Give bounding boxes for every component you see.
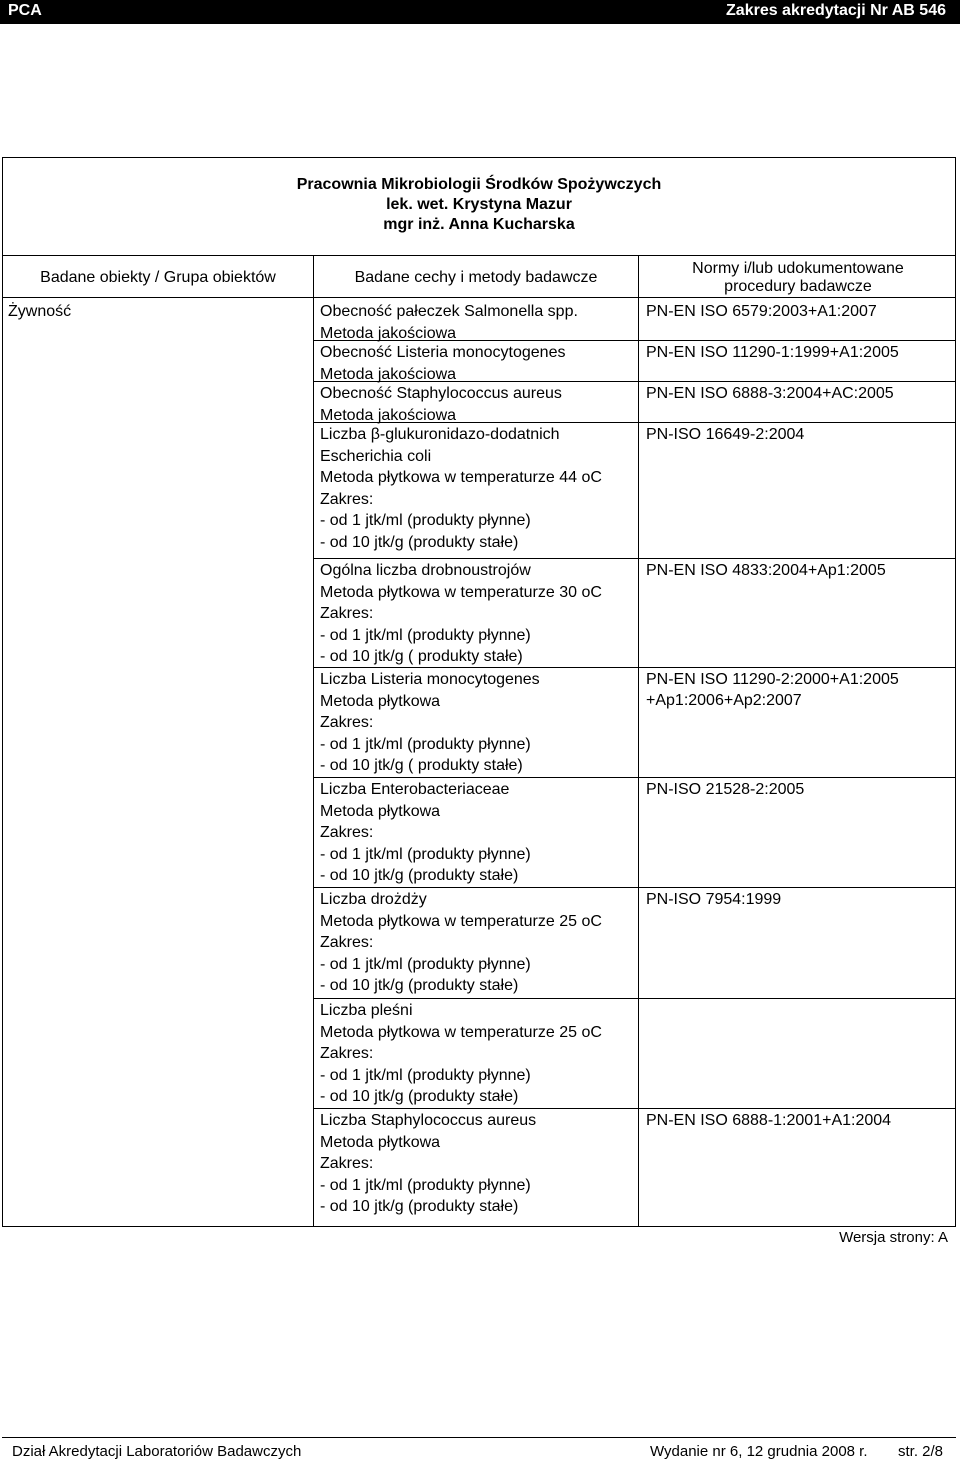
norm-line: +Ap1:2006+Ap2:2007 — [646, 692, 802, 709]
table-top-line — [2, 255, 956, 256]
footer-department: Dział Akredytacji Laboratoriów Badawczych — [12, 1443, 302, 1460]
method-cell — [320, 779, 531, 887]
norm-cell — [646, 1110, 891, 1131]
norm-cell — [646, 383, 894, 404]
method-line: - od 1 jtk/ml (produkty płynne) — [320, 1176, 531, 1194]
method-line: Liczba β-glukuronidazo-dodatnich — [320, 426, 560, 443]
method-line: Liczba Staphylococcus aureus — [320, 1112, 537, 1129]
method-cell — [320, 669, 540, 777]
col-header-norms-line2: procedury badawcze — [724, 278, 872, 295]
method-line: - od 10 jtk/g (produkty stałe) — [320, 533, 519, 551]
norm-line: PN-EN ISO 6579:2003+A1:2007 — [646, 303, 877, 320]
lab-person-1: lek. wet. Krystyna Mazur — [386, 196, 572, 213]
header-org: PCA — [8, 2, 42, 19]
method-line: Zakres: — [320, 824, 374, 841]
footer-edition: Wydanie nr 6, 12 grudnia 2008 r. — [650, 1443, 868, 1460]
method-line: Metoda płytkowa w temperaturze 30 oC — [320, 583, 602, 601]
object-group: Żywność — [8, 303, 72, 320]
row-divider — [313, 558, 956, 559]
method-line: Zakres: — [320, 490, 374, 508]
row-divider — [313, 777, 956, 778]
method-cell — [320, 1110, 536, 1218]
method-line: Zakres: — [320, 934, 374, 951]
method-line: Zakres: — [320, 1155, 374, 1172]
method-line: Zakres: — [320, 605, 374, 622]
norm-line: PN-EN ISO 4833:2004+Ap1:2005 — [646, 562, 886, 579]
norm-cell — [646, 301, 877, 322]
method-cell — [320, 560, 602, 668]
norm-line: PN-EN ISO 6888-3:2004+AC:2005 — [646, 385, 894, 402]
method-line: - od 10 jtk/g (produkty stałe) — [320, 867, 519, 884]
method-line: Liczba Enterobacteriaceae — [320, 781, 510, 798]
method-cell — [320, 1000, 602, 1108]
method-line: Zakres: — [320, 714, 374, 731]
method-line: - od 1 jtk/ml (produkty płynne) — [320, 512, 531, 529]
method-line: - od 10 jtk/g ( produkty stałe) — [320, 757, 523, 774]
lab-name: Pracownia Mikrobiologii Środków Spożywczych — [296, 176, 662, 193]
method-line: Metoda płytkowa w temperaturze 44 oC — [320, 469, 602, 486]
method-line: Obecność Listeria monocytogenes — [320, 344, 566, 361]
page-version: Wersja strony: A — [839, 1229, 948, 1246]
method-line: - od 1 jtk/ml (produkty płynne) — [320, 955, 531, 973]
lab-person-2: mgr inż. Anna Kucharska — [383, 216, 575, 233]
method-line: Liczba drożdży — [320, 891, 427, 908]
method-line: - od 1 jtk/ml (produkty płynne) — [320, 845, 531, 863]
norm-cell — [646, 889, 781, 910]
col-header-norms-line1: Normy i/lub udokumentowane — [692, 260, 904, 277]
method-line: Metoda płytkowa — [320, 802, 441, 820]
method-line: Metoda płytkowa — [320, 1133, 441, 1151]
method-line: Obecność Staphylococcus aureus — [320, 385, 562, 402]
norm-cell — [646, 779, 804, 800]
method-line: - od 10 jtk/g ( produkty stałe) — [320, 648, 523, 665]
norm-line: PN-EN ISO 6888-1:2001+A1:2004 — [646, 1112, 892, 1129]
col-divider-2 — [638, 255, 639, 1227]
method-cell — [320, 383, 562, 426]
method-line: - od 1 jtk/ml (produkty płynne) — [320, 626, 531, 644]
method-cell — [320, 424, 602, 553]
norm-line: PN-EN ISO 11290-1:1999+A1:2005 — [646, 344, 899, 361]
method-line: - od 1 jtk/ml (produkty płynne) — [320, 735, 531, 753]
method-line: Metoda płytkowa w temperaturze 25 oC — [320, 912, 602, 930]
method-line: Liczba Listeria monocytogenes — [320, 671, 540, 688]
norm-line: PN-EN ISO 11290-2:2000+A1:2005 — [646, 671, 899, 688]
norm-cell — [646, 669, 899, 711]
method-line: Metoda jakościowa — [320, 365, 457, 383]
method-line: - od 1 jtk/ml (produkty płynne) — [320, 1066, 531, 1084]
lab-header — [2, 175, 956, 235]
method-line: - od 10 jtk/g (produkty stałe) — [320, 1088, 519, 1105]
footer-divider — [2, 1437, 956, 1438]
footer-page-number: str. 2/8 — [898, 1443, 944, 1460]
method-line: Liczba pleśni — [320, 1002, 413, 1019]
norm-line: PN-ISO 16649-2:2004 — [646, 426, 805, 443]
method-line: Metoda jakościowa — [320, 324, 457, 342]
method-line: Zakres: — [320, 1045, 374, 1062]
method-cell — [320, 342, 565, 385]
method-line: - od 10 jtk/g (produkty stałe) — [320, 977, 519, 994]
method-line: Metoda płytkowa w temperaturze 25 oC — [320, 1023, 602, 1041]
col-header-norms — [640, 260, 956, 296]
method-cell — [320, 889, 602, 997]
method-line: Metoda jakościowa — [320, 406, 457, 424]
norm-line: PN-ISO 21528-2:2005 — [646, 781, 805, 798]
norm-cell — [646, 424, 804, 445]
col-header-methods: Badane cechy i metody badawcze — [354, 269, 598, 286]
method-line: Escherichia coli — [320, 447, 432, 465]
method-line: Obecność pałeczek Salmonella spp. — [320, 303, 578, 320]
col-divider-1 — [313, 255, 314, 1227]
norm-cell — [646, 560, 886, 581]
header-bar — [0, 0, 960, 24]
col-header-objects: Badane obiekty / Grupa obiektów — [40, 269, 276, 286]
row-divider — [313, 998, 956, 999]
header-scope: Zakres akredytacji Nr AB 546 — [726, 2, 946, 19]
header-bottom-line — [2, 297, 956, 298]
method-line: Metoda płytkowa — [320, 692, 441, 710]
norm-cell — [646, 342, 899, 363]
row-divider — [313, 1108, 956, 1109]
norm-line: PN-ISO 7954:1999 — [646, 891, 782, 908]
method-line: - od 10 jtk/g (produkty stałe) — [320, 1198, 519, 1215]
method-cell — [320, 301, 578, 344]
row-divider — [313, 887, 956, 888]
method-line: Ogólna liczba drobnoustrojów — [320, 562, 531, 579]
